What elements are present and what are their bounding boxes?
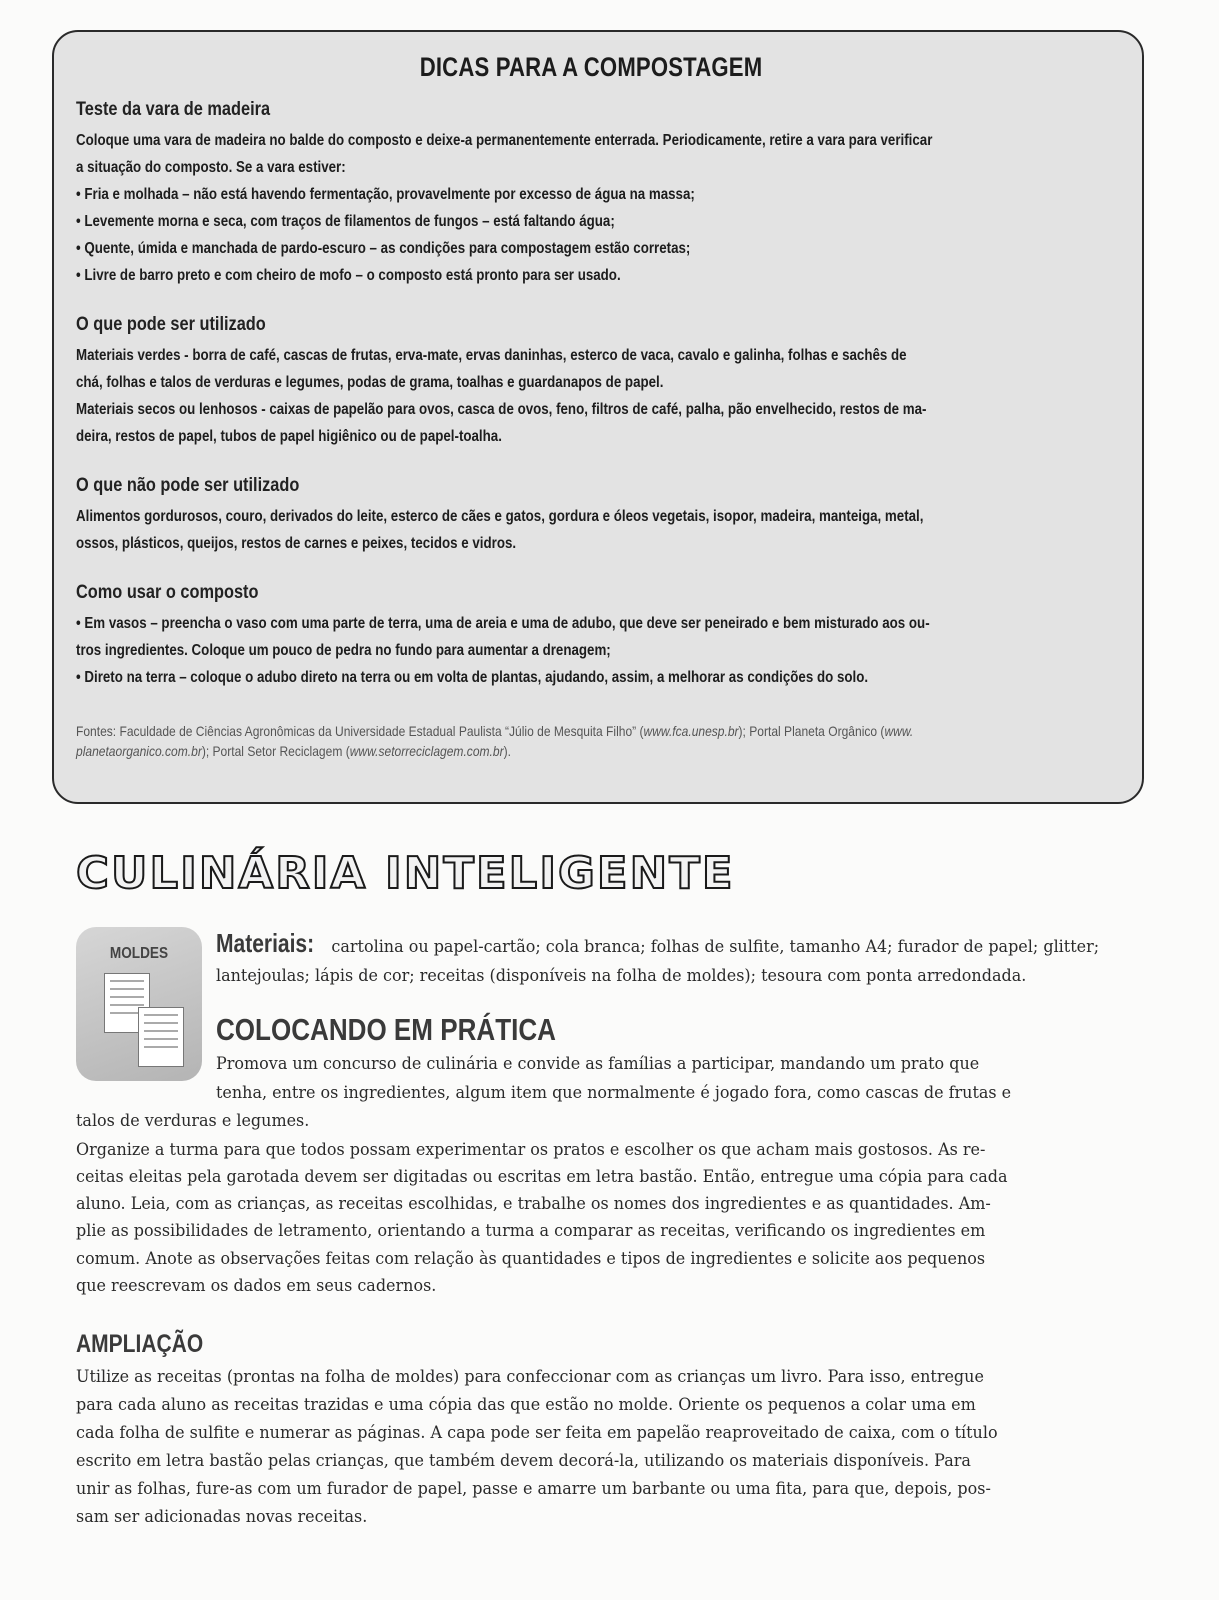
section-heading: O que não pode ser utilizado	[76, 475, 300, 496]
practice-line: talos de verduras e legumes.	[76, 1111, 310, 1131]
practice-line: Promova um concurso de culinária e convide as famílias a participar, mandando um prato que	[216, 1054, 980, 1074]
materials-text: cartolina ou papel-cartão; cola branca; folhas de sulfite, tamanho A4; furador de papel; glitter;	[331, 937, 1100, 957]
template-sheet-icon	[138, 1007, 184, 1067]
section-line: a situação do composto. Se a vara estiver:	[76, 159, 346, 176]
ampliacao-line: sam ser adicionadas novas receitas.	[76, 1507, 368, 1527]
compost-tips-box	[52, 30, 1144, 804]
section-line: Coloque uma vara de madeira no balde do composto e deixe-a permanentemente enterrada. Periodicamente, retire a vara para verificar	[76, 132, 933, 149]
practice-line: plie as possibilidades de letramento, orientando a turma a comparar as receitas, verificando os ingredientes em	[76, 1221, 986, 1241]
section-line: Materiais secos ou lenhosos - caixas de papelão para ovos, casca de ovos, feno, filtros de café, palha, pão envelhecido, restos de ma-	[76, 401, 927, 418]
ampliacao-line: para cada aluno as receitas trazidas e uma cópia das que estão no molde. Oriente os pequenos a colar uma em	[76, 1395, 976, 1415]
source-link[interactable]: www.setorreciclagem.com.br	[349, 743, 504, 759]
bullet-line: • Fria e molhada – não está havendo fermentação, provavelmente por excesso de água na massa;	[76, 186, 695, 203]
section-line: Alimentos gordurosos, couro, derivados do leite, esterco de cães e gatos, gordura e óleos vegetais, isopor, madeira, manteiga, metal,	[76, 508, 924, 525]
practice-line: tenha, entre os ingredientes, algum item que normalmente é jogado fora, como cascas de frutas e	[216, 1083, 1012, 1103]
practice-line: que reescrevam os dados em seus cadernos.	[76, 1276, 437, 1296]
tips-section-not-allowed	[76, 475, 1106, 557]
practice-heading: COLOCANDO EM PRÁTICA	[216, 1012, 556, 1047]
practice-line: Organize a turma para que todos possam experimentar os pratos e escolher os que acham mais gostosos. As re-	[76, 1140, 986, 1160]
main-title: CULINÁRIA INTELIGENTE	[76, 848, 735, 899]
tips-section-allowed	[76, 314, 1106, 450]
sources-line-2	[76, 741, 962, 761]
section-line: tros ingredientes. Coloque um pouco de pedra no fundo para aumentar a drenagem;	[76, 642, 611, 659]
ampliacao-line: escrito em letra bastão pelas crianças, que também devem decorá-la, utilizando os materiais disponíveis. Para	[76, 1451, 971, 1471]
materials-line-2: lantejoulas; lápis de cor; receitas (disponíveis na folha de moldes); tesoura com ponta arredondada.	[216, 966, 1027, 986]
sources-line-1	[76, 721, 962, 741]
sources-note	[76, 721, 962, 761]
ampliacao-line: Utilize as receitas (prontas na folha de moldes) para confeccionar com as crianças um livro. Para isso, entregue	[76, 1367, 984, 1387]
section-line: ossos, plásticos, queijos, restos de carnes e peixes, tecidos e vidros.	[76, 535, 517, 552]
sources-text: ).	[503, 743, 511, 759]
bullet-line: • Em vasos – preencha o vaso com uma parte de terra, uma de areia e uma de adubo, que deve ser peneirado e bem misturado aos ou-	[76, 615, 930, 632]
source-link[interactable]: planetaorganico.com.br	[76, 743, 202, 759]
ampliacao-line: cada folha de sulfite e numerar as páginas. A capa pode ser feita em papelão reaproveitado de caixa, com o título	[76, 1423, 998, 1443]
templates-icon	[76, 927, 202, 1081]
templates-label: MOLDES	[109, 945, 169, 962]
tips-section-how-to-use	[76, 582, 1106, 691]
bullet-line: • Quente, úmida e manchada de pardo-escuro – as condições para compostagem estão corretas;	[76, 240, 691, 257]
sources-text: Fontes: Faculdade de Ciências Agronômicas da Universidade Estadual Paulista “Júlio de Mesquita Filho” (	[76, 723, 644, 739]
materials-line-1	[216, 930, 1099, 961]
section-line: Materiais verdes - borra de café, cascas de frutas, erva-mate, ervas daninhas, esterco de vaca, cavalo e galinha, folhas e sachês de	[76, 347, 907, 364]
section-line: chá, folhas e talos de verduras e legumes, podas de grama, toalhas e guardanapos de papel.	[76, 374, 664, 391]
bullet-line: • Levemente morna e seca, com traços de filamentos de fungos – está faltando água;	[76, 213, 615, 230]
sources-text: ); Portal Planeta Orgânico (	[738, 723, 885, 739]
bullet-line: • Livre de barro preto e com cheiro de mofo – o composto está pronto para ser usado.	[76, 267, 621, 284]
bullet-line: • Direto na terra – coloque o adubo direto na terra ou em volta de plantas, ajudando, assim, a melhorar as condições do solo.	[76, 669, 869, 686]
section-heading: Como usar o composto	[76, 582, 259, 603]
source-link[interactable]: www.	[884, 723, 914, 739]
tips-title: DICAS PARA A COMPOSTAGEM	[419, 52, 763, 82]
ampliacao-line: unir as folhas, fure-as com um furador de papel, passe e amarre um barbante ou uma fita, para que, depois, pos-	[76, 1479, 991, 1499]
practice-line: aluno. Leia, com as crianças, as receitas escolhidas, e trabalhe os nomes dos ingredientes e as quantidades. Am-	[76, 1194, 991, 1214]
section-heading: O que pode ser utilizado	[76, 314, 266, 335]
practice-line: comum. Anote as observações feitas com relação às quantidades e tipos de ingredientes e solicite aos pequenos	[76, 1249, 986, 1269]
tips-section-wooden-stick	[76, 99, 1106, 289]
practice-line: ceitas eleitas pela garotada devem ser digitadas ou escritas em letra bastão. Então, entregue uma cópia para cada	[76, 1167, 1008, 1187]
sources-text: ); Portal Setor Reciclagem (	[201, 743, 350, 759]
section-heading: Teste da vara de madeira	[76, 99, 271, 120]
ampliacao-heading: AMPLIAÇÃO	[76, 1330, 204, 1358]
section-line: deira, restos de papel, tubos de papel higiênico ou de papel-toalha.	[76, 428, 502, 445]
materials-label: Materiais:	[216, 928, 315, 958]
source-link[interactable]: www.fca.unesp.br	[643, 723, 739, 739]
